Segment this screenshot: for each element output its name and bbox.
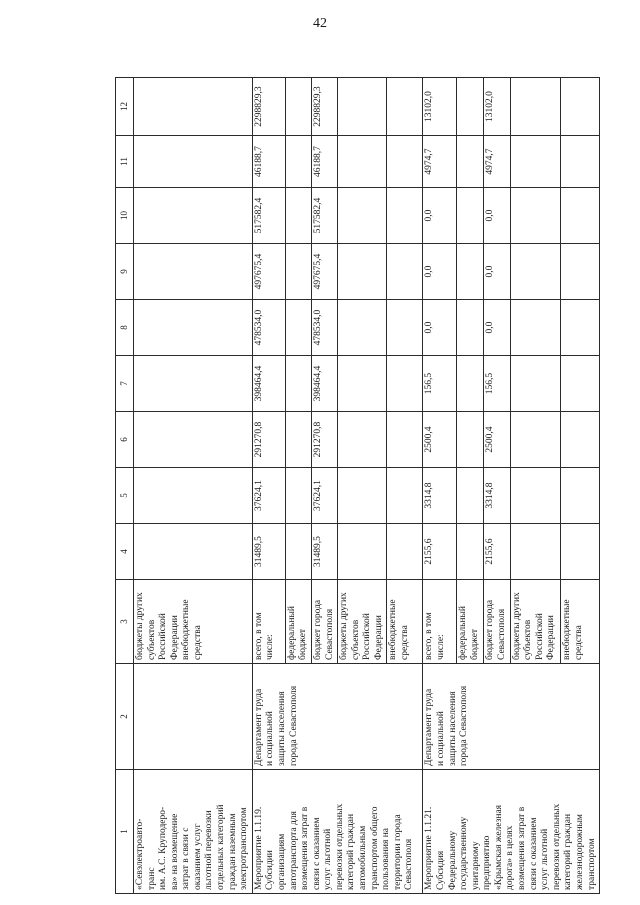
value-cell bbox=[510, 188, 560, 244]
value-cell: 37624,1 bbox=[311, 468, 337, 524]
value-cell bbox=[387, 78, 423, 136]
value-cell bbox=[457, 356, 484, 412]
funding-source: федеральный бюджет bbox=[458, 606, 480, 660]
rotated-table-container bbox=[115, 78, 597, 894]
value-cell: 2298829,3 bbox=[311, 78, 337, 136]
value-cell bbox=[387, 412, 423, 468]
measure-name: «Севэлектроавто- транс им. А.С. Круподеро- ва» на возмещение затрат в связи с оказанием услуг льготной перевозки отдельных категорий граждан наземным электротранспортом bbox=[135, 804, 250, 890]
value-cell bbox=[561, 468, 600, 524]
funding-source-cell bbox=[311, 580, 337, 664]
value-cell bbox=[338, 524, 387, 580]
value-cell bbox=[285, 244, 311, 300]
column-header: 1 bbox=[116, 770, 134, 894]
value-cell bbox=[285, 188, 311, 244]
value-cell bbox=[387, 188, 423, 244]
value-cell: 2155,6 bbox=[423, 524, 457, 580]
value-cell: 156,5 bbox=[483, 356, 510, 412]
page-number: 42 bbox=[313, 16, 327, 31]
value-cell: 37624,1 bbox=[252, 468, 285, 524]
value-cell: 0,0 bbox=[483, 244, 510, 300]
column-header: 3 bbox=[116, 580, 134, 664]
value-cell bbox=[285, 300, 311, 356]
value-cell: 0,0 bbox=[423, 300, 457, 356]
value-cell bbox=[387, 300, 423, 356]
value-cell bbox=[285, 468, 311, 524]
funding-source-cell bbox=[338, 580, 387, 664]
column-header: 4 bbox=[116, 524, 134, 580]
funding-source-cell bbox=[483, 580, 510, 664]
value-cell bbox=[285, 412, 311, 468]
column-header: 10 bbox=[116, 188, 134, 244]
value-cell bbox=[134, 78, 253, 136]
value-cell bbox=[387, 356, 423, 412]
value-cell: 291270,8 bbox=[311, 412, 337, 468]
value-cell bbox=[510, 356, 560, 412]
value-cell bbox=[134, 300, 253, 356]
value-cell: 0,0 bbox=[483, 300, 510, 356]
value-cell bbox=[510, 300, 560, 356]
value-cell bbox=[510, 524, 560, 580]
executor-cell bbox=[252, 664, 423, 770]
funding-source-cell bbox=[510, 580, 560, 664]
value-cell bbox=[457, 188, 484, 244]
funding-source: бюджеты других субъектов Российской Федерации внебюджетные средства bbox=[135, 592, 203, 660]
value-cell: 13102,0 bbox=[423, 78, 457, 136]
measure-name: Мероприятие 1.1.21. Субсидия Федеральному государственному унитарному предприятию «Крымская железная дорога» в целях возмещения затрат в связи с оказанием услуг льготной перевозки отдельных категорий граждан железнодорожным транспортом bbox=[424, 803, 597, 890]
value-cell bbox=[134, 412, 253, 468]
value-cell: 156,5 bbox=[423, 356, 457, 412]
value-cell bbox=[561, 524, 600, 580]
value-cell: 497675,4 bbox=[252, 244, 285, 300]
value-cell bbox=[561, 300, 600, 356]
value-cell bbox=[134, 356, 253, 412]
value-cell: 0,0 bbox=[483, 188, 510, 244]
value-cell bbox=[285, 356, 311, 412]
column-header: 12 bbox=[116, 78, 134, 136]
funding-source-cell bbox=[285, 580, 311, 664]
funding-source: бюджеты других субъектов Российской Федерации bbox=[339, 592, 384, 660]
executor-name: Департамент труда и социальной защиты населения города Севастополя bbox=[424, 685, 470, 766]
value-cell bbox=[338, 468, 387, 524]
value-cell bbox=[387, 244, 423, 300]
column-header: 6 bbox=[116, 412, 134, 468]
value-cell bbox=[338, 244, 387, 300]
funding-source: бюджеты других субъектов Российской Федерации bbox=[511, 592, 557, 660]
value-cell bbox=[457, 412, 484, 468]
value-cell bbox=[387, 468, 423, 524]
value-cell bbox=[561, 356, 600, 412]
value-cell bbox=[561, 244, 600, 300]
column-header: 9 bbox=[116, 244, 134, 300]
value-cell bbox=[338, 78, 387, 136]
value-cell bbox=[457, 78, 484, 136]
executor-cell bbox=[134, 664, 253, 770]
value-cell: 497675,4 bbox=[311, 244, 337, 300]
value-cell: 4974,7 bbox=[423, 136, 457, 188]
value-cell bbox=[338, 412, 387, 468]
value-cell bbox=[457, 524, 484, 580]
value-cell bbox=[510, 244, 560, 300]
value-cell bbox=[134, 244, 253, 300]
table-header-row bbox=[116, 78, 134, 894]
value-cell bbox=[457, 136, 484, 188]
value-cell: 46188,7 bbox=[311, 136, 337, 188]
executor-name: Департамент труда и социальной защиты населения города Севастополя bbox=[253, 685, 299, 766]
table-row bbox=[252, 78, 285, 894]
value-cell: 2500,4 bbox=[423, 412, 457, 468]
value-cell: 3314,8 bbox=[483, 468, 510, 524]
value-cell bbox=[338, 300, 387, 356]
measure-name-cell bbox=[423, 770, 600, 894]
value-cell bbox=[387, 136, 423, 188]
value-cell: 4974,7 bbox=[483, 136, 510, 188]
value-cell: 31489,5 bbox=[311, 524, 337, 580]
value-cell: 478534,0 bbox=[252, 300, 285, 356]
value-cell bbox=[561, 136, 600, 188]
funding-source-cell bbox=[134, 580, 253, 664]
funding-source-cell bbox=[457, 580, 484, 664]
value-cell: 478534,0 bbox=[311, 300, 337, 356]
value-cell bbox=[561, 188, 600, 244]
funding-source: федеральный бюджет bbox=[286, 606, 309, 660]
value-cell: 31489,5 bbox=[252, 524, 285, 580]
value-cell bbox=[285, 136, 311, 188]
value-cell bbox=[134, 188, 253, 244]
funding-source: внебюджетные средства bbox=[562, 599, 584, 660]
value-cell: 13102,0 bbox=[483, 78, 510, 136]
table-row-continuation bbox=[134, 78, 253, 894]
value-cell: 2500,4 bbox=[483, 412, 510, 468]
value-cell bbox=[457, 300, 484, 356]
value-cell: 517582,4 bbox=[252, 188, 285, 244]
value-cell bbox=[561, 78, 600, 136]
funding-source-cell bbox=[252, 580, 285, 664]
value-cell: 3314,8 bbox=[423, 468, 457, 524]
value-cell bbox=[510, 412, 560, 468]
column-header: 2 bbox=[116, 664, 134, 770]
measure-name-cell bbox=[252, 770, 423, 894]
value-cell: 46188,7 bbox=[252, 136, 285, 188]
value-cell: 0,0 bbox=[423, 244, 457, 300]
value-cell bbox=[561, 412, 600, 468]
funding-source-cell bbox=[387, 580, 423, 664]
funding-source: всего, в том числе: bbox=[424, 612, 446, 660]
value-cell: 398464,4 bbox=[252, 356, 285, 412]
value-cell bbox=[338, 136, 387, 188]
value-cell bbox=[338, 356, 387, 412]
funding-source-cell bbox=[561, 580, 600, 664]
value-cell bbox=[285, 524, 311, 580]
funding-source: бюджет города Севастополя bbox=[484, 599, 507, 660]
value-cell: 2155,6 bbox=[483, 524, 510, 580]
value-cell bbox=[457, 468, 484, 524]
value-cell: 2298829,3 bbox=[252, 78, 285, 136]
value-cell bbox=[387, 524, 423, 580]
budget-table bbox=[115, 77, 600, 894]
value-cell bbox=[134, 524, 253, 580]
value-cell bbox=[134, 136, 253, 188]
value-cell bbox=[457, 244, 484, 300]
value-cell bbox=[510, 468, 560, 524]
funding-source: всего, в том числе: bbox=[253, 612, 276, 660]
value-cell bbox=[510, 136, 560, 188]
column-header: 8 bbox=[116, 300, 134, 356]
value-cell bbox=[510, 78, 560, 136]
funding-source: бюджет города Севастополя bbox=[312, 599, 335, 660]
executor-cell bbox=[423, 664, 600, 770]
funding-source: внебюджетные средства bbox=[388, 599, 410, 660]
measure-name: Мероприятие 1.1.19. Субсидии организациям автотранспорта для возмещения затрат в связи с оказанием услуг льготной перевозки отдельных категорий граждан автомобильным транспортом общего пользования на территории города Севастополя bbox=[253, 803, 415, 890]
value-cell bbox=[134, 468, 253, 524]
column-header: 11 bbox=[116, 136, 134, 188]
value-cell: 398464,4 bbox=[311, 356, 337, 412]
value-cell: 0,0 bbox=[423, 188, 457, 244]
measure-name-cell bbox=[134, 770, 253, 894]
value-cell: 291270,8 bbox=[252, 412, 285, 468]
table-row bbox=[423, 78, 457, 894]
column-header: 5 bbox=[116, 468, 134, 524]
value-cell bbox=[338, 188, 387, 244]
value-cell bbox=[285, 78, 311, 136]
funding-source-cell bbox=[423, 580, 457, 664]
column-header: 7 bbox=[116, 356, 134, 412]
value-cell: 517582,4 bbox=[311, 188, 337, 244]
